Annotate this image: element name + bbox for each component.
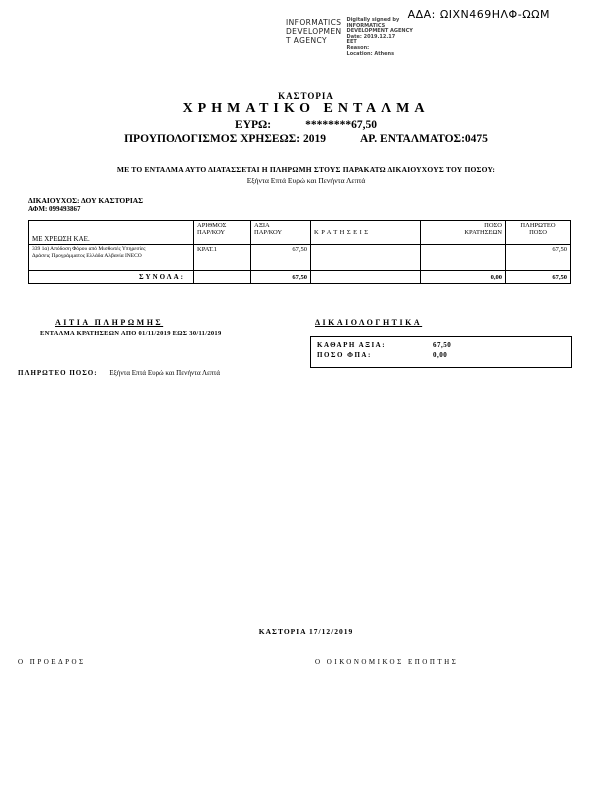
- signatory-financial-supervisor: Ο ΟΙΚΟΝΟΜΙΚΟΣ ΕΠΟΠΤΗΣ: [315, 658, 459, 666]
- header-line: ΚΡΑΤΗΣΕΩΝ: [464, 229, 502, 236]
- vat-row: [317, 350, 565, 360]
- totals-deductions: [311, 271, 421, 284]
- vat-value: 0,00: [433, 351, 448, 359]
- payment-reason-text: ΕΝΤΑΛΜΑ ΚΡΑΤΗΣΕΩΝ ΑΠΟ 01/11/2019 ΕΩΣ 30/11/2019: [40, 330, 222, 337]
- header-line: ΑΡΙΘΜΟΣ: [197, 222, 227, 229]
- supporting-documents-title: ΔΙΚΑΙΟΛΟΓΗΤΙΚΑ: [315, 318, 423, 327]
- stamp-signature-line: EET: [346, 39, 357, 46]
- cell-deductions: [311, 245, 421, 271]
- cell-payable-amount: 67,50: [506, 245, 571, 271]
- header-doc-number: [194, 221, 251, 245]
- digital-signature-stamp: [286, 18, 425, 57]
- payment-instruction: ΜΕ ΤΟ ΕΝΤΑΛΜΑ ΑΥΤΟ ΔΙΑΤΑΣΣΕΤΑΙ Η ΠΛΗΡΩΜΗ ΣΤΟΥΣ ΠΑΡΑΚΑΤΩ ΔΙΚΑΙΟΥΧΟΥΣ ΤΟΥ ΠΟΣΟΥ:: [116, 165, 496, 174]
- totals-doc-value: 67,50: [251, 271, 311, 284]
- stamp-signature-details: [347, 18, 425, 57]
- totals-doc-number: [194, 271, 251, 284]
- header-deductions: ΚΡΑΤΗΣΕΙΣ: [311, 221, 421, 245]
- payable-amount-words: Εξήντα Επτά Ευρώ και Πενήντα Λεπτά: [109, 369, 221, 377]
- beneficiary: ΔΙΚΑΙΟΥΧΟΣ: ΔΟΥ ΚΑΣΤΟΡΙΑΣ: [28, 196, 144, 205]
- header-line: ΠΟΣΟ: [529, 229, 547, 236]
- totals-label: ΣΥΝΟΛΑ:: [29, 271, 194, 284]
- cell-deductions-amount: [421, 245, 506, 271]
- budget-line: [0, 133, 612, 145]
- cell-kae-description: [29, 245, 194, 271]
- header-line: ΑΞΙΑ: [254, 222, 270, 229]
- payment-table: [28, 220, 571, 284]
- cell-doc-number: ΚΡΑΤ.1: [194, 245, 251, 271]
- stamp-agency-line: DEVELOPMEN: [286, 27, 342, 36]
- payment-reason-title: ΑΙΤΙΑ ΠΛΗΡΩΜΗΣ: [55, 318, 164, 327]
- cell-doc-value: 67,50: [251, 245, 311, 271]
- euro-label: ΕΥΡΩ:: [235, 119, 272, 131]
- stamp-agency-line: T AGENCY: [286, 36, 328, 45]
- ada-code: ΑΔΑ: ΩΙΧΝ469ΗΛΦ-ΩΩΜ: [407, 8, 550, 21]
- header-payable-amount: [506, 221, 571, 245]
- place-and-date: ΚΑΣΤΟΡΙΑ 17/12/2019: [258, 627, 354, 636]
- totals-payable-amount: 67,50: [506, 271, 571, 284]
- table-totals-row: [29, 271, 571, 284]
- signatory-president: Ο ΠΡΟΕΔΡΟΣ: [18, 658, 86, 666]
- net-value: 67,50: [433, 341, 452, 349]
- euro-value: ********67,50: [305, 119, 377, 131]
- city-heading: ΚΑΣΤΟΡΙΑ: [278, 91, 334, 101]
- payable-amount-line: [18, 369, 220, 377]
- net-value-row: [317, 340, 565, 350]
- stamp-signature-line: INFORMATICS: [346, 22, 386, 29]
- payable-label: ΠΛΗΡΩΤΕΟ ΠΟΣΟ:: [18, 369, 98, 377]
- header-deductions-amount: [421, 221, 506, 245]
- order-number: ΑΡ. ΕΝΤΑΛΜΑΤΟΣ:0475: [359, 133, 488, 145]
- stamp-signature-line: Location: Athens: [346, 50, 395, 57]
- document-title: ΧΡΗΜΑΤΙΚΟ ΕΝΤΑΛΜΑ: [182, 101, 430, 116]
- vat-label: ΠΟΣΟ ΦΠΑ:: [317, 351, 372, 359]
- tax-id: ΑΦΜ: 099493867: [28, 205, 81, 213]
- budget-year: ΠΡΟΥΠΟΛΟΓΙΣΜΟΣ ΧΡΗΣΕΩΣ: 2019: [124, 133, 326, 145]
- stamp-agency-line: INFORMATICS: [286, 18, 342, 27]
- net-value-label: ΚΑΘΑΡΗ ΑΞΙΑ:: [317, 341, 387, 349]
- header-line: ΠΑΡ/ΚΟΥ: [197, 229, 226, 236]
- header-line: ΠΑΡ/ΚΟΥ: [254, 229, 283, 236]
- table-row: [29, 245, 571, 271]
- kae-description-line: Δράσεις Προγράμματος Ελλάδα Αλβανία INECO: [32, 252, 142, 259]
- table-header-row: [29, 221, 571, 245]
- stamp-signature-line: DEVELOPMENT AGENCY: [346, 28, 413, 35]
- totals-deductions-amount: 0,00: [421, 271, 506, 284]
- kae-description-line: 339 1α) Απόδοση Φόρου από Μισθωτές Υπηρεσίες: [32, 246, 146, 252]
- header-line: ΠΟΣΟ: [484, 222, 502, 229]
- supporting-documents-box: [310, 336, 572, 368]
- header-kae: ΜΕ ΧΡΕΩΣΗ ΚΑΕ.: [29, 221, 194, 245]
- stamp-signature-line: Digitally signed by: [346, 17, 400, 23]
- stamp-signature-line: Date: 2019.12.17: [346, 33, 396, 40]
- stamp-signature-line: Reason:: [346, 44, 370, 51]
- header-doc-value: [251, 221, 311, 245]
- header-line: ΠΛΗΡΩΤΕΟ: [520, 222, 556, 229]
- amount-in-words: Εξήντα Επτά Ευρώ και Πενήντα Λεπτά: [246, 176, 366, 185]
- stamp-agency-name: [286, 18, 342, 57]
- euro-amount-line: [0, 119, 612, 131]
